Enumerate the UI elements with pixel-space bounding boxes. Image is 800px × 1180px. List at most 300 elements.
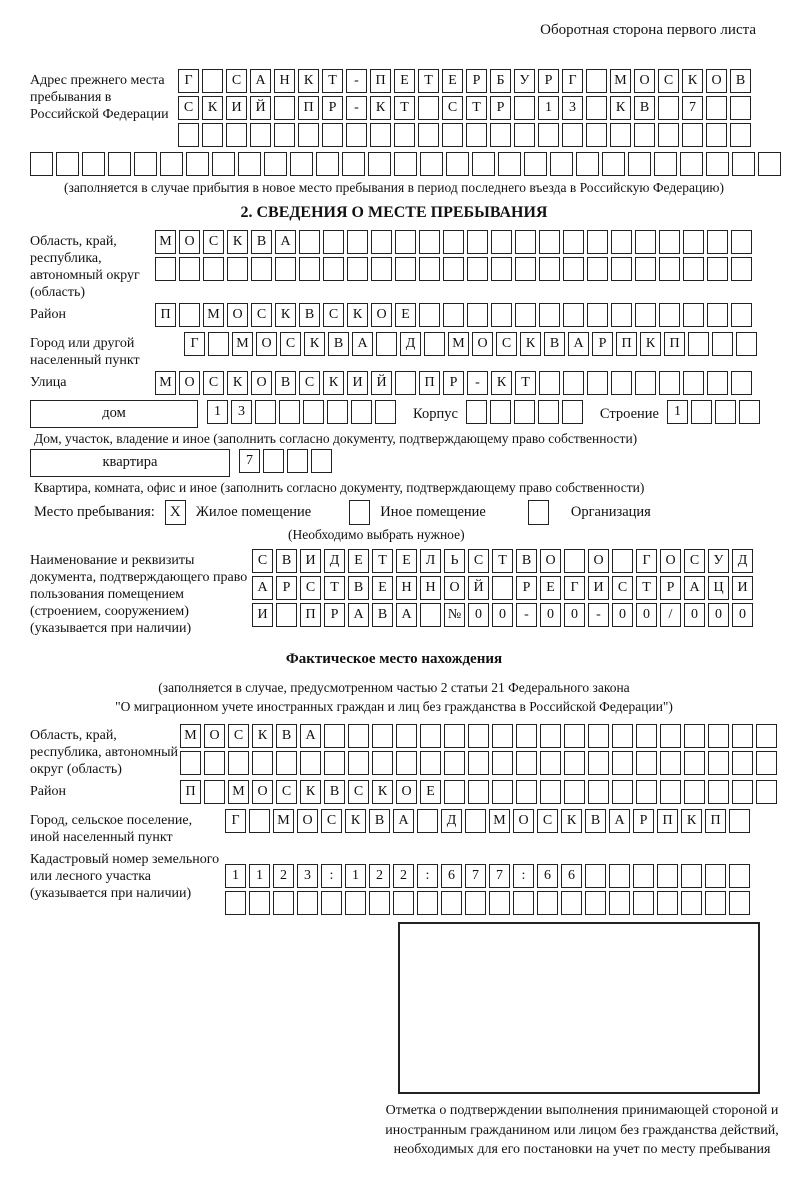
stay-type-checkbox-other-premises[interactable]	[349, 500, 370, 525]
char-cell[interactable]	[417, 891, 438, 915]
char-cell[interactable]	[660, 780, 681, 804]
char-cell[interactable]: К	[347, 303, 368, 327]
char-cell[interactable]: О	[251, 371, 272, 395]
char-cell[interactable]: Т	[372, 549, 393, 573]
char-cell[interactable]	[322, 123, 343, 147]
char-cell[interactable]: В	[275, 371, 296, 395]
char-cell[interactable]: К	[345, 809, 366, 833]
char-cell[interactable]: С	[496, 332, 517, 356]
char-cell[interactable]	[563, 303, 584, 327]
char-cell[interactable]: Р	[516, 576, 537, 600]
char-cell[interactable]: М	[232, 332, 253, 356]
char-cell[interactable]	[660, 724, 681, 748]
char-cell[interactable]	[683, 371, 704, 395]
char-cell[interactable]: О	[227, 303, 248, 327]
char-cell[interactable]: А	[348, 603, 369, 627]
char-cell[interactable]	[347, 230, 368, 254]
char-cell[interactable]	[212, 152, 235, 176]
char-cell[interactable]	[611, 371, 632, 395]
char-cell[interactable]	[465, 891, 486, 915]
char-cell[interactable]	[682, 123, 703, 147]
char-cell[interactable]	[419, 257, 440, 281]
char-cell[interactable]	[732, 724, 753, 748]
char-cell[interactable]: Т	[324, 576, 345, 600]
char-cell[interactable]	[514, 400, 535, 424]
char-cell[interactable]	[708, 751, 729, 775]
char-cell[interactable]	[612, 780, 633, 804]
char-cell[interactable]: В	[516, 549, 537, 573]
char-cell[interactable]	[739, 400, 760, 424]
char-cell[interactable]	[394, 123, 415, 147]
char-cell[interactable]	[684, 780, 705, 804]
char-cell[interactable]: Г	[178, 69, 199, 93]
char-cell[interactable]: 0	[492, 603, 513, 627]
char-cell[interactable]: К	[227, 230, 248, 254]
char-cell[interactable]: К	[202, 96, 223, 120]
char-cell[interactable]: В	[251, 230, 272, 254]
char-cell[interactable]	[561, 891, 582, 915]
char-cell[interactable]: С	[226, 69, 247, 93]
char-cell[interactable]	[564, 780, 585, 804]
char-cell[interactable]: О	[472, 332, 493, 356]
char-cell[interactable]	[225, 891, 246, 915]
char-cell[interactable]	[491, 230, 512, 254]
char-cell[interactable]	[30, 152, 53, 176]
char-cell[interactable]	[633, 864, 654, 888]
char-cell[interactable]	[371, 230, 392, 254]
char-cell[interactable]	[346, 123, 367, 147]
char-cell[interactable]	[345, 891, 366, 915]
char-cell[interactable]: М	[489, 809, 510, 833]
char-cell[interactable]	[708, 780, 729, 804]
char-cell[interactable]	[420, 751, 441, 775]
char-cell[interactable]: О	[179, 371, 200, 395]
char-cell[interactable]: Д	[324, 549, 345, 573]
char-cell[interactable]	[539, 303, 560, 327]
char-cell[interactable]: К	[561, 809, 582, 833]
char-cell[interactable]	[300, 751, 321, 775]
char-cell[interactable]: В	[372, 603, 393, 627]
char-cell[interactable]	[732, 152, 755, 176]
char-cell[interactable]	[516, 751, 537, 775]
char-cell[interactable]	[636, 751, 657, 775]
char-cell[interactable]: Н	[274, 69, 295, 93]
char-cell[interactable]: О	[634, 69, 655, 93]
char-cell[interactable]: А	[252, 576, 273, 600]
char-cell[interactable]	[657, 891, 678, 915]
char-cell[interactable]	[540, 751, 561, 775]
char-cell[interactable]: Р	[443, 371, 464, 395]
char-cell[interactable]	[249, 891, 270, 915]
char-cell[interactable]	[324, 751, 345, 775]
char-cell[interactable]: О	[204, 724, 225, 748]
char-cell[interactable]	[659, 257, 680, 281]
char-cell[interactable]	[708, 724, 729, 748]
char-cell[interactable]	[274, 96, 295, 120]
char-cell[interactable]: С	[280, 332, 301, 356]
char-cell[interactable]	[516, 780, 537, 804]
char-cell[interactable]	[348, 724, 369, 748]
char-cell[interactable]	[490, 123, 511, 147]
char-cell[interactable]	[420, 724, 441, 748]
char-cell[interactable]: 3	[297, 864, 318, 888]
char-cell[interactable]: 7	[489, 864, 510, 888]
char-cell[interactable]	[299, 257, 320, 281]
apartment-field-box[interactable]: квартира	[30, 449, 230, 477]
char-cell[interactable]: 7	[239, 449, 260, 473]
char-cell[interactable]	[372, 751, 393, 775]
char-cell[interactable]: С	[251, 303, 272, 327]
char-cell[interactable]: А	[275, 230, 296, 254]
char-cell[interactable]: К	[304, 332, 325, 356]
char-cell[interactable]	[323, 230, 344, 254]
char-cell[interactable]	[255, 400, 276, 424]
char-cell[interactable]	[264, 152, 287, 176]
char-cell[interactable]	[371, 257, 392, 281]
char-cell[interactable]: Т	[466, 96, 487, 120]
char-cell[interactable]	[659, 371, 680, 395]
char-cell[interactable]: 1	[538, 96, 559, 120]
char-cell[interactable]	[348, 751, 369, 775]
char-cell[interactable]: О	[540, 549, 561, 573]
char-cell[interactable]	[276, 751, 297, 775]
char-cell[interactable]	[419, 230, 440, 254]
char-cell[interactable]	[731, 303, 752, 327]
char-cell[interactable]	[688, 332, 709, 356]
char-cell[interactable]: 2	[273, 864, 294, 888]
char-cell[interactable]	[134, 152, 157, 176]
char-cell[interactable]	[691, 400, 712, 424]
char-cell[interactable]: 1	[249, 864, 270, 888]
char-cell[interactable]: Б	[490, 69, 511, 93]
char-cell[interactable]: К	[227, 371, 248, 395]
char-cell[interactable]: М	[203, 303, 224, 327]
char-cell[interactable]	[564, 549, 585, 573]
char-cell[interactable]: -	[516, 603, 537, 627]
char-cell[interactable]	[564, 751, 585, 775]
char-cell[interactable]: М	[155, 230, 176, 254]
char-cell[interactable]: С	[442, 96, 463, 120]
char-cell[interactable]	[444, 724, 465, 748]
char-cell[interactable]	[321, 891, 342, 915]
char-cell[interactable]: Г	[225, 809, 246, 833]
char-cell[interactable]	[585, 891, 606, 915]
char-cell[interactable]	[444, 751, 465, 775]
char-cell[interactable]	[492, 751, 513, 775]
char-cell[interactable]: Е	[540, 576, 561, 600]
char-cell[interactable]: 0	[540, 603, 561, 627]
char-cell[interactable]	[468, 724, 489, 748]
char-cell[interactable]: Е	[348, 549, 369, 573]
char-cell[interactable]: С	[684, 549, 705, 573]
char-cell[interactable]	[274, 123, 295, 147]
char-cell[interactable]	[376, 332, 397, 356]
char-cell[interactable]	[628, 152, 651, 176]
char-cell[interactable]	[441, 891, 462, 915]
char-cell[interactable]: 1	[667, 400, 688, 424]
char-cell[interactable]: С	[348, 780, 369, 804]
char-cell[interactable]	[419, 303, 440, 327]
char-cell[interactable]: 0	[684, 603, 705, 627]
char-cell[interactable]	[732, 780, 753, 804]
char-cell[interactable]	[706, 152, 729, 176]
char-cell[interactable]: Т	[492, 549, 513, 573]
char-cell[interactable]	[279, 400, 300, 424]
char-cell[interactable]	[446, 152, 469, 176]
char-cell[interactable]	[563, 371, 584, 395]
char-cell[interactable]: С	[203, 230, 224, 254]
char-cell[interactable]	[563, 230, 584, 254]
char-cell[interactable]	[564, 724, 585, 748]
stay-type-checkbox-organization[interactable]	[528, 500, 549, 525]
char-cell[interactable]	[226, 123, 247, 147]
char-cell[interactable]	[586, 96, 607, 120]
char-cell[interactable]: А	[568, 332, 589, 356]
char-cell[interactable]: Р	[466, 69, 487, 93]
char-cell[interactable]	[287, 449, 308, 473]
char-cell[interactable]	[396, 751, 417, 775]
char-cell[interactable]: Р	[490, 96, 511, 120]
char-cell[interactable]: О	[660, 549, 681, 573]
char-cell[interactable]	[178, 123, 199, 147]
char-cell[interactable]	[395, 257, 416, 281]
char-cell[interactable]	[587, 303, 608, 327]
char-cell[interactable]: Д	[732, 549, 753, 573]
char-cell[interactable]: -	[588, 603, 609, 627]
char-cell[interactable]: 3	[231, 400, 252, 424]
char-cell[interactable]	[342, 152, 365, 176]
char-cell[interactable]	[658, 96, 679, 120]
char-cell[interactable]	[705, 864, 726, 888]
char-cell[interactable]	[155, 257, 176, 281]
house-field-box[interactable]: дом	[30, 400, 198, 428]
char-cell[interactable]	[635, 257, 656, 281]
char-cell[interactable]: С	[468, 549, 489, 573]
char-cell[interactable]: К	[491, 371, 512, 395]
char-cell[interactable]: П	[657, 809, 678, 833]
char-cell[interactable]: Т	[394, 96, 415, 120]
char-cell[interactable]	[684, 751, 705, 775]
char-cell[interactable]	[540, 780, 561, 804]
char-cell[interactable]: Ц	[708, 576, 729, 600]
char-cell[interactable]: 6	[561, 864, 582, 888]
char-cell[interactable]	[418, 96, 439, 120]
char-cell[interactable]: Г	[562, 69, 583, 93]
char-cell[interactable]	[659, 303, 680, 327]
char-cell[interactable]	[393, 891, 414, 915]
char-cell[interactable]	[588, 780, 609, 804]
char-cell[interactable]: В	[348, 576, 369, 600]
char-cell[interactable]	[634, 123, 655, 147]
char-cell[interactable]	[202, 69, 223, 93]
char-cell[interactable]	[537, 891, 558, 915]
char-cell[interactable]: О	[371, 303, 392, 327]
char-cell[interactable]: С	[228, 724, 249, 748]
char-cell[interactable]: Р	[633, 809, 654, 833]
char-cell[interactable]: К	[681, 809, 702, 833]
char-cell[interactable]: Т	[322, 69, 343, 93]
char-cell[interactable]	[562, 123, 583, 147]
char-cell[interactable]	[369, 891, 390, 915]
char-cell[interactable]	[514, 123, 535, 147]
char-cell[interactable]: Ь	[444, 549, 465, 573]
char-cell[interactable]: С	[299, 371, 320, 395]
char-cell[interactable]	[633, 891, 654, 915]
char-cell[interactable]	[498, 152, 521, 176]
char-cell[interactable]	[420, 152, 443, 176]
char-cell[interactable]	[56, 152, 79, 176]
char-cell[interactable]	[587, 371, 608, 395]
char-cell[interactable]: Е	[420, 780, 441, 804]
char-cell[interactable]: Т	[636, 576, 657, 600]
char-cell[interactable]	[394, 152, 417, 176]
char-cell[interactable]: А	[609, 809, 630, 833]
char-cell[interactable]: Т	[515, 371, 536, 395]
char-cell[interactable]: М	[180, 724, 201, 748]
char-cell[interactable]	[654, 152, 677, 176]
char-cell[interactable]	[444, 780, 465, 804]
char-cell[interactable]	[524, 152, 547, 176]
char-cell[interactable]	[731, 257, 752, 281]
char-cell[interactable]: Е	[396, 549, 417, 573]
char-cell[interactable]: Р	[538, 69, 559, 93]
char-cell[interactable]: К	[610, 96, 631, 120]
char-cell[interactable]: П	[370, 69, 391, 93]
char-cell[interactable]	[202, 123, 223, 147]
char-cell[interactable]	[347, 257, 368, 281]
char-cell[interactable]	[324, 724, 345, 748]
char-cell[interactable]	[303, 400, 324, 424]
char-cell[interactable]	[758, 152, 781, 176]
char-cell[interactable]: Д	[441, 809, 462, 833]
char-cell[interactable]	[467, 230, 488, 254]
char-cell[interactable]: С	[178, 96, 199, 120]
char-cell[interactable]	[252, 751, 273, 775]
char-cell[interactable]: К	[520, 332, 541, 356]
char-cell[interactable]: О	[513, 809, 534, 833]
char-cell[interactable]	[586, 69, 607, 93]
char-cell[interactable]: К	[640, 332, 661, 356]
char-cell[interactable]: С	[321, 809, 342, 833]
char-cell[interactable]	[539, 371, 560, 395]
char-cell[interactable]	[612, 549, 633, 573]
char-cell[interactable]	[612, 751, 633, 775]
char-cell[interactable]	[297, 891, 318, 915]
char-cell[interactable]: 6	[537, 864, 558, 888]
char-cell[interactable]	[396, 724, 417, 748]
char-cell[interactable]	[249, 809, 270, 833]
char-cell[interactable]	[659, 230, 680, 254]
char-cell[interactable]: К	[300, 780, 321, 804]
char-cell[interactable]	[563, 257, 584, 281]
char-cell[interactable]	[316, 152, 339, 176]
char-cell[interactable]	[515, 303, 536, 327]
char-cell[interactable]: 7	[465, 864, 486, 888]
char-cell[interactable]	[351, 400, 372, 424]
char-cell[interactable]: Е	[394, 69, 415, 93]
char-cell[interactable]: -	[346, 96, 367, 120]
char-cell[interactable]	[418, 123, 439, 147]
char-cell[interactable]	[179, 303, 200, 327]
char-cell[interactable]	[635, 371, 656, 395]
char-cell[interactable]	[683, 257, 704, 281]
char-cell[interactable]	[756, 724, 777, 748]
char-cell[interactable]	[587, 257, 608, 281]
char-cell[interactable]	[442, 123, 463, 147]
char-cell[interactable]	[730, 123, 751, 147]
char-cell[interactable]	[468, 751, 489, 775]
char-cell[interactable]: Р	[660, 576, 681, 600]
char-cell[interactable]	[514, 96, 535, 120]
char-cell[interactable]	[290, 152, 313, 176]
char-cell[interactable]	[538, 400, 559, 424]
char-cell[interactable]: С	[323, 303, 344, 327]
char-cell[interactable]: С	[252, 549, 273, 573]
char-cell[interactable]	[443, 230, 464, 254]
char-cell[interactable]	[227, 257, 248, 281]
char-cell[interactable]: -	[346, 69, 367, 93]
char-cell[interactable]	[756, 780, 777, 804]
char-cell[interactable]: О	[252, 780, 273, 804]
char-cell[interactable]: П	[616, 332, 637, 356]
char-cell[interactable]: В	[324, 780, 345, 804]
char-cell[interactable]: 2	[369, 864, 390, 888]
char-cell[interactable]	[705, 891, 726, 915]
char-cell[interactable]: Г	[184, 332, 205, 356]
char-cell[interactable]: В	[634, 96, 655, 120]
char-cell[interactable]	[683, 303, 704, 327]
char-cell[interactable]	[273, 891, 294, 915]
char-cell[interactable]: В	[544, 332, 565, 356]
char-cell[interactable]	[602, 152, 625, 176]
char-cell[interactable]	[204, 780, 225, 804]
char-cell[interactable]	[203, 257, 224, 281]
char-cell[interactable]	[576, 152, 599, 176]
char-cell[interactable]: С	[203, 371, 224, 395]
char-cell[interactable]: К	[323, 371, 344, 395]
char-cell[interactable]	[375, 400, 396, 424]
char-cell[interactable]	[636, 780, 657, 804]
char-cell[interactable]	[323, 257, 344, 281]
char-cell[interactable]	[550, 152, 573, 176]
char-cell[interactable]: Г	[636, 549, 657, 573]
char-cell[interactable]	[706, 96, 727, 120]
char-cell[interactable]: Р	[322, 96, 343, 120]
char-cell[interactable]: П	[298, 96, 319, 120]
char-cell[interactable]	[609, 891, 630, 915]
char-cell[interactable]	[635, 303, 656, 327]
char-cell[interactable]	[515, 230, 536, 254]
char-cell[interactable]	[204, 751, 225, 775]
char-cell[interactable]: Н	[420, 576, 441, 600]
char-cell[interactable]	[516, 724, 537, 748]
char-cell[interactable]: В	[585, 809, 606, 833]
char-cell[interactable]: О	[297, 809, 318, 833]
char-cell[interactable]	[492, 780, 513, 804]
char-cell[interactable]	[263, 449, 284, 473]
char-cell[interactable]: У	[708, 549, 729, 573]
char-cell[interactable]: П	[705, 809, 726, 833]
char-cell[interactable]	[707, 230, 728, 254]
char-cell[interactable]	[731, 230, 752, 254]
char-cell[interactable]	[467, 303, 488, 327]
char-cell[interactable]	[680, 152, 703, 176]
char-cell[interactable]: Р	[276, 576, 297, 600]
char-cell[interactable]: П	[155, 303, 176, 327]
char-cell[interactable]	[657, 864, 678, 888]
char-cell[interactable]	[108, 152, 131, 176]
char-cell[interactable]	[489, 891, 510, 915]
